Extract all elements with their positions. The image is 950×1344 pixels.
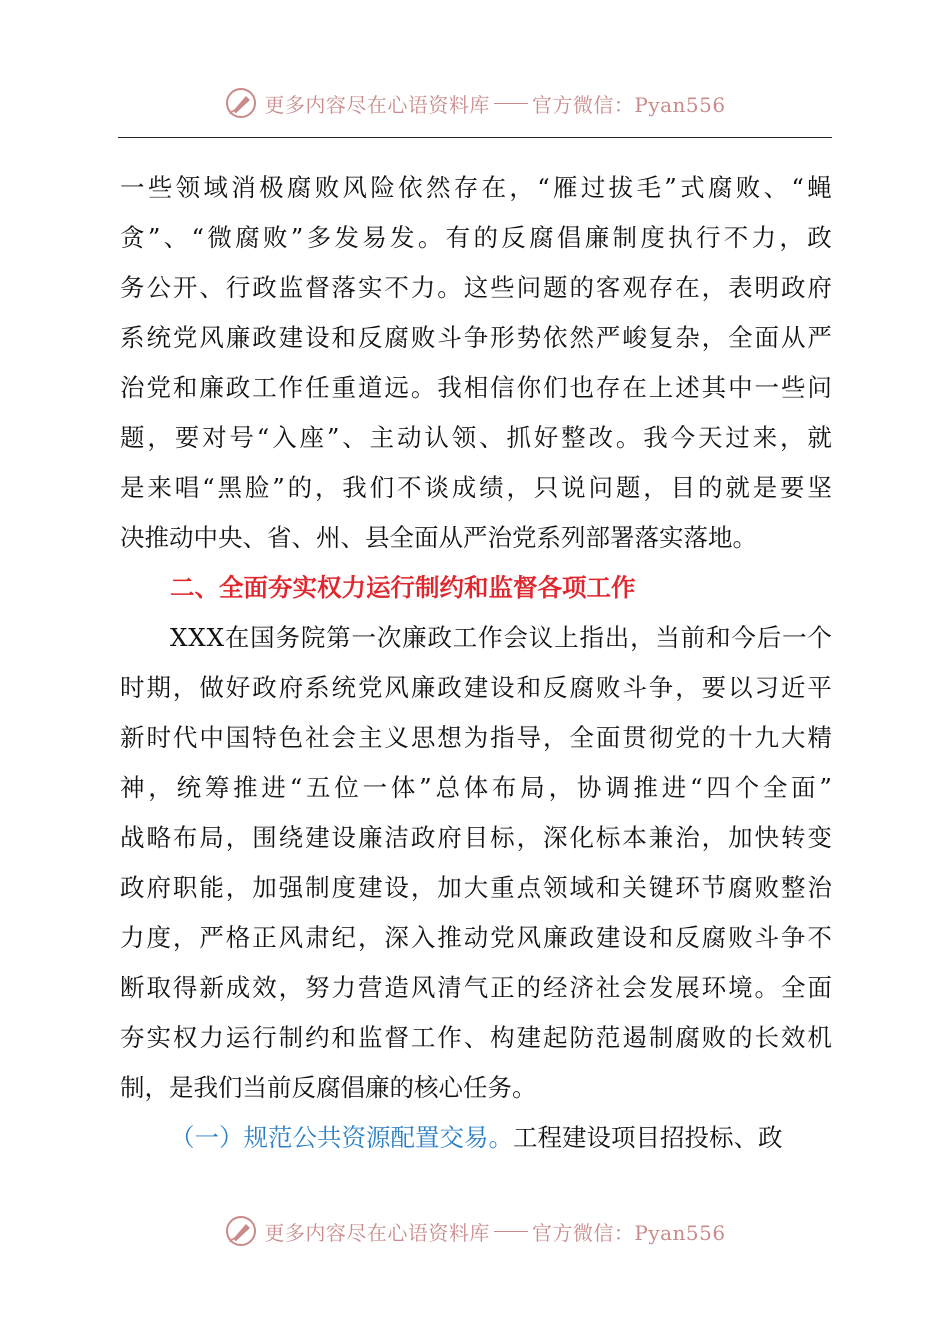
subsection-heading: （一）规范公共资源配置交易。 <box>170 1123 513 1152</box>
document-body <box>120 163 832 1163</box>
text-line: 治 党 和 廉 政 工 作 任 重 道 远 。 我 相 信 你 们 也 存 在 上 述 其 中 一 些 问 <box>120 373 832 402</box>
footer-banner <box>0 1211 950 1251</box>
text-line: 是 来 唱 “ 黑 脸 ” 的 ， 我 们 不 谈 成 绩 ， 只 说 问 题 ， 目 的 就 是 要 坚 <box>120 473 832 502</box>
text-line: 神 ， 统 筹 推 进 “ 五 位 一 体 ” 总 体 布 局 ， 协 调 推 进 “ 四 个 全 面 ” <box>120 773 832 802</box>
text-line: 力 度 ， 严 格 正 风 肃 纪 ， 深 入 推 动 党 风 廉 政 建 设 和 反 腐 败 斗 争 不 <box>120 923 832 952</box>
pen-nib-logo-icon <box>224 86 258 120</box>
text-line: 新 时 代 中 国 特 色 社 会 主 义 思 想 为 指 导 ， 全 面 贯 彻 党 的 十 九 大 精 <box>120 723 832 752</box>
text-line: 一 些 领 域 消 极 腐 败 风 险 依 然 存 在 ， “ 雁 过 拔 毛 ” 式 腐 败 、 “ 蝇 <box>120 173 832 202</box>
text-line: 题 ， 要 对 号 “ 入 座 ” 、 主 动 认 领 、 抓 好 整 改 。 我 今 天 过 来 ， 就 <box>120 423 832 452</box>
paragraph-1 <box>120 163 832 563</box>
text-line: 贪 ” 、 “ 微 腐 败 ” 多 发 易 发 。 有 的 反 腐 倡 廉 制 度 执 行 不 力 ， 政 <box>120 223 832 252</box>
footer-banner-dash <box>494 1231 528 1232</box>
footer-banner-main: 更多内容尽在心语资料库 <box>264 1220 490 1245</box>
header-rule <box>118 137 832 138</box>
text-line: 系 统 党 风 廉 政 建 设 和 反 腐 败 斗 争 形 势 依 然 严 峻 复 杂 ， 全 面 从 严 <box>120 323 832 352</box>
text-line: X X X 在 国 务 院 第 一 次 廉 政 工 作 会 议 上 指 出 ， 当 前 和 今 后 一 个 <box>170 623 832 652</box>
text-line: 战 略 布 局 ， 围 绕 建 设 廉 洁 政 府 目 标 ， 深 化 标 本 兼 治 ， 加 快 转 变 <box>120 823 832 852</box>
text-line: 政 府 职 能 ， 加 强 制 度 建 设 ， 加 大 重 点 领 域 和 关 键 环 节 腐 败 整 治 <box>120 873 832 902</box>
text-line: 决推动中央、省、州、县全面从严治党系列部署落实落地。 <box>120 523 757 552</box>
text-line: 时 期 ， 做 好 政 府 系 统 党 风 廉 政 建 设 和 反 腐 败 斗 争 ， 要 以 习 近 平 <box>120 673 832 702</box>
header-banner-main: 更多内容尽在心语资料库 <box>264 92 490 117</box>
header-banner <box>0 83 950 123</box>
text-line: 夯 实 权 力 运 行 制 约 和 监 督 工 作 、 构 建 起 防 范 遏 制 腐 败 的 长 效 机 <box>120 1023 832 1052</box>
text-line: 断 取 得 新 成 效 ， 努 力 营 造 风 清 气 正 的 经 济 社 会 发 展 环 境 。 全 面 <box>120 973 832 1002</box>
section-heading: 二、全面夯实权力运行制约和监督各项工作 <box>170 573 636 602</box>
paragraph-3-text: 工程建设项目招投标、政 <box>513 1123 783 1152</box>
paragraph-3 <box>120 1113 832 1163</box>
pen-nib-logo-icon <box>224 1214 258 1248</box>
paragraph-2 <box>120 613 832 1113</box>
text-line: 务 公 开 、 行 政 监 督 落 实 不 力 。 这 些 问 题 的 客 观 存 在 ， 表 明 政 府 <box>120 273 832 302</box>
header-banner-wechat: 官方微信：Pyan556 <box>531 92 726 117</box>
text-line: 制，是我们当前反腐倡廉的核心任务。 <box>120 1073 537 1102</box>
footer-banner-wechat: 官方微信：Pyan556 <box>531 1220 726 1245</box>
header-banner-dash <box>494 103 528 104</box>
